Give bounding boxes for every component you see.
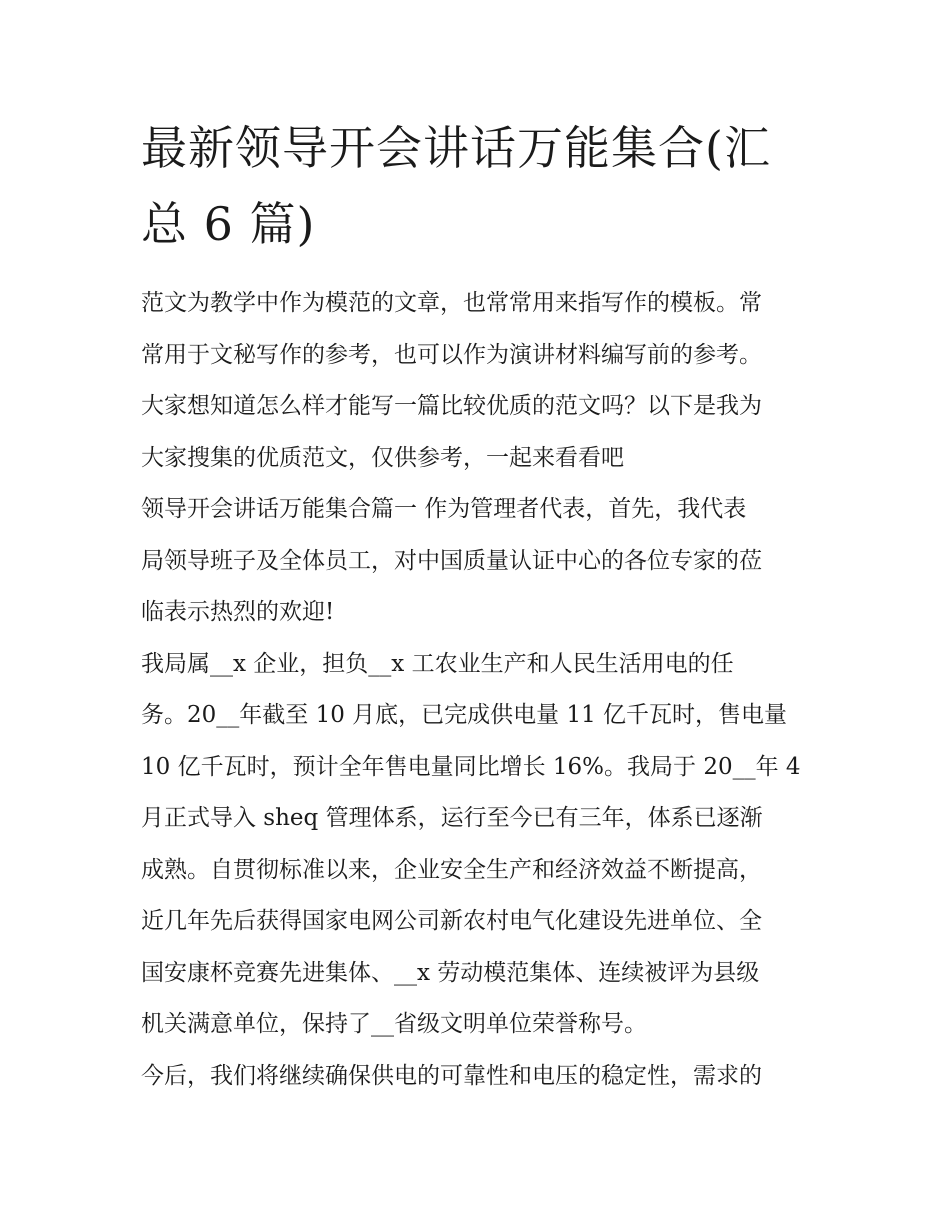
text-line: 领导开会讲话万能集合篇一 作为管理者代表，首先，我代表	[141, 496, 747, 522]
text-line: 成熟。自贯彻标准以来，企业安全生产和经济效益不断提高，	[141, 856, 762, 883]
paragraph-future	[141, 1051, 813, 1103]
paragraph-intro	[141, 278, 813, 484]
text-line: 机关满意单位，保持了__省级文明单位荣誉称号。	[141, 1011, 647, 1037]
text-line: 今后，我们将继续确保供电的可靠性和电压的稳定性，需求的	[141, 1062, 762, 1089]
text-line: 大家想知道怎么样才能写一篇比较优质的范文吗？以下是我为	[141, 393, 762, 419]
text-line: 务。20__年截至 10 月底，已完成供电量 11 亿千瓦时，售电量	[141, 702, 788, 728]
document-page	[141, 110, 813, 1102]
text-line: 大家搜集的优质范文，仅供参考，一起来看看吧	[141, 444, 624, 471]
text-line: 月正式导入 sheq 管理体系，运行至今已有三年，体系已逐渐	[141, 805, 763, 831]
text-line: 国安康杯竞赛先进集体、__x 劳动模范集体、连续被评为县级	[141, 959, 760, 986]
title-line: 总 6 篇)	[141, 197, 316, 251]
text-line: 局领导班子及全体员工，对中国质量认证中心的各位专家的莅	[141, 547, 762, 574]
text-line: 近几年先后获得国家电网公司新农村电气化建设先进单位、全	[141, 908, 762, 934]
text-line: 范文为教学中作为模范的文章，也常常用来指写作的模板。常	[141, 290, 762, 316]
text-line: 临表示热烈的欢迎!	[141, 599, 335, 625]
text-line: 我局属__x 企业，担负__x 工农业生产和人民生活用电的任	[141, 650, 734, 677]
text-line: 常用于文秘写作的参考，也可以作为演讲材料编写前的参考。	[141, 341, 762, 368]
paragraph-speech-one	[141, 484, 813, 639]
document-title	[141, 110, 813, 262]
text-line: 10 亿千瓦时，预计全年售电量同比增长 16%。我局于 20__年 4	[141, 753, 801, 780]
paragraph-bureau-intro	[141, 639, 813, 1051]
title-line: 最新领导开会讲话万能集合(汇	[141, 121, 771, 175]
